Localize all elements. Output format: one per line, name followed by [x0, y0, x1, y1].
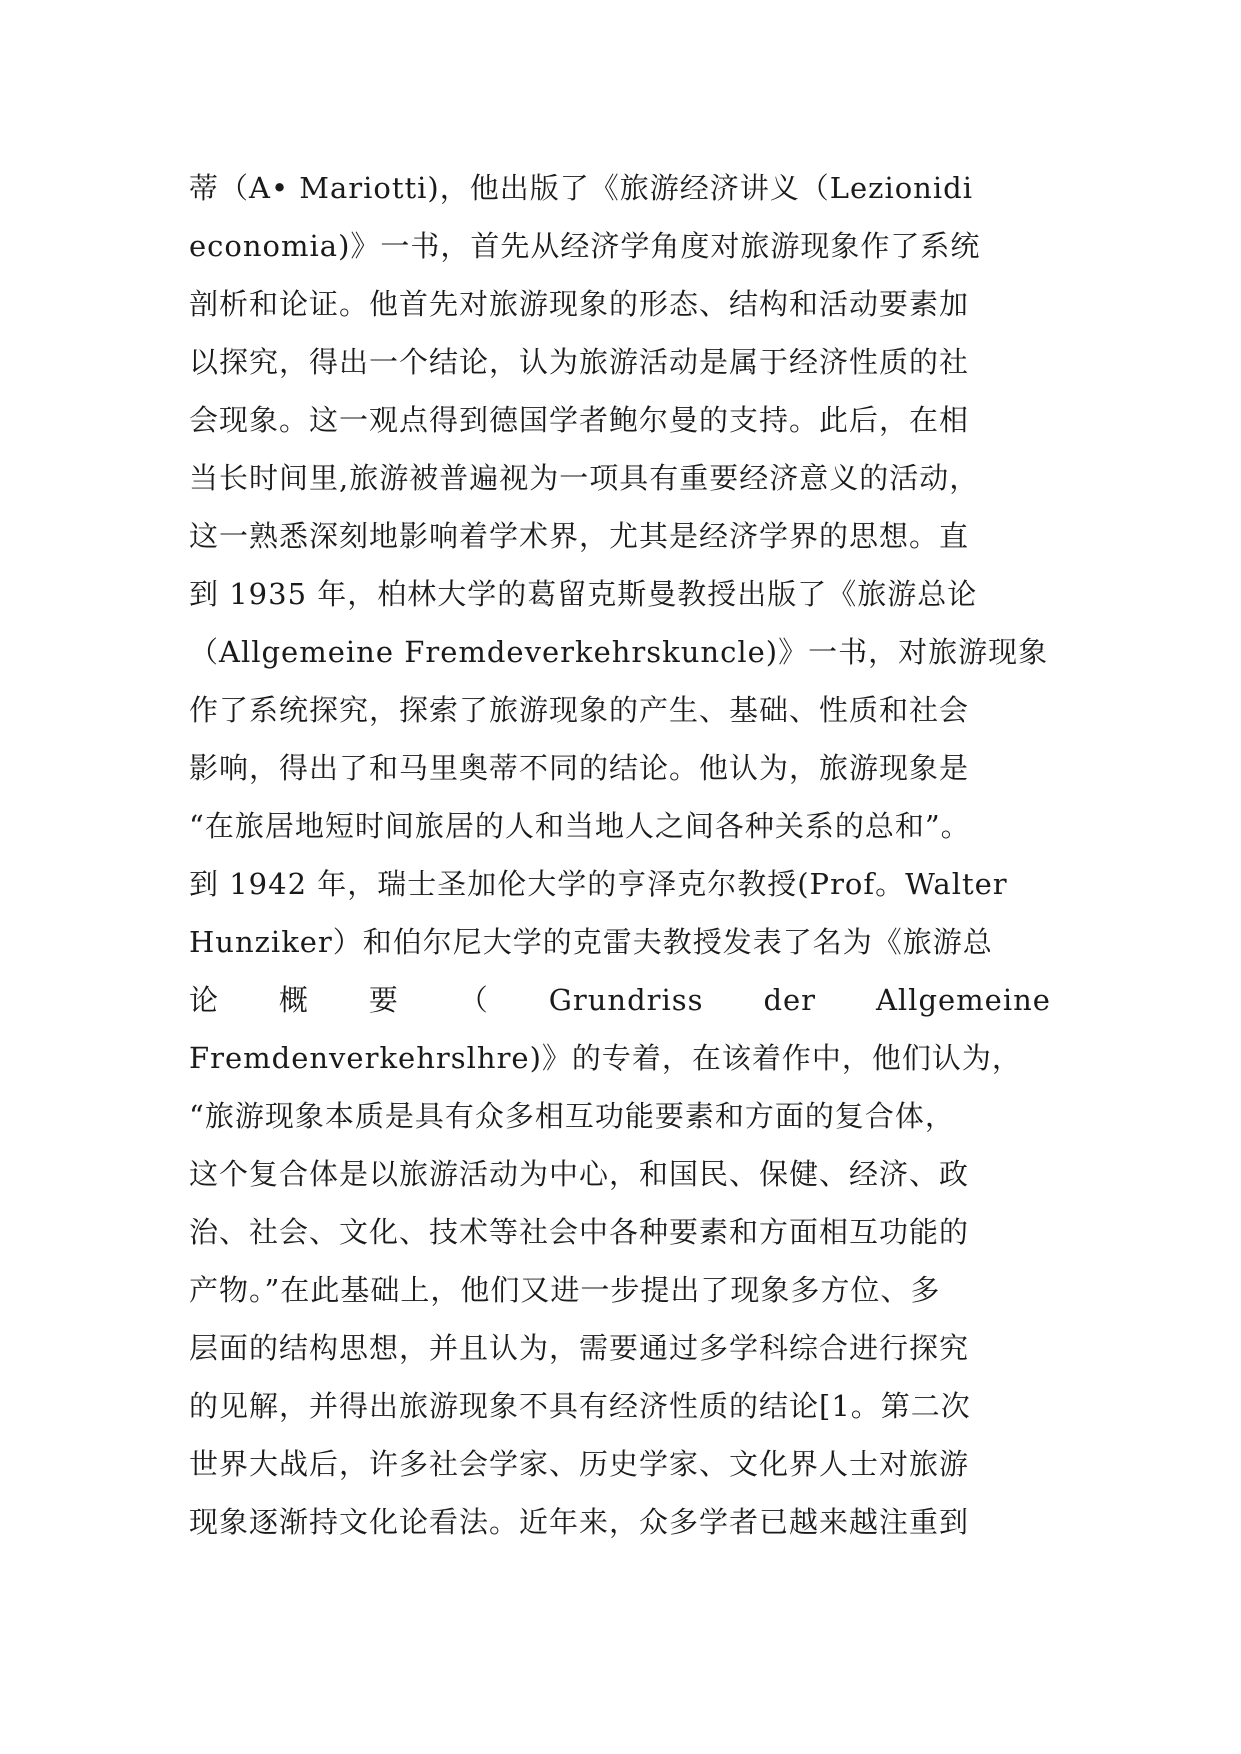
justified-word: Grundriss: [548, 983, 704, 1017]
text-line: Fremdenverkehrslhre)》的专着，在该着作中，他们认为，: [189, 1041, 1022, 1075]
text-line: 以探究，得出一个结论，认为旅游活动是属于经济性质的社: [189, 345, 970, 379]
text-line: 世界大战后，许多社会学家、历史学家、文化界人士对旅游: [189, 1447, 970, 1481]
justified-word: 要: [368, 983, 399, 1017]
justified-text-line: [189, 980, 1051, 1038]
text-line: 剖析和论证。他首先对旅游现象的形态、结构和活动要素加: [189, 287, 970, 321]
text-line: Hunziker）和伯尔尼大学的克雷夫教授发表了名为《旅游总: [189, 925, 993, 959]
justified-word: 概: [278, 983, 309, 1017]
text-line: 蒂（A• Mariotti)，他出版了《旅游经济讲义（Lezionidi: [189, 171, 973, 205]
text-line: 这个复合体是以旅游活动为中心，和国民、保健、经济、政: [189, 1157, 970, 1191]
text-line: “在旅居地短时间旅居的人和当地人之间各种关系的总和”。: [189, 809, 971, 843]
text-line: 治、社会、文化、技术等社会中各种要素和方面相互功能的: [189, 1215, 970, 1249]
text-line: 这一熟悉深刻地影响着学术界，尤其是经济学界的思想。直: [189, 519, 970, 553]
justified-word: Allgemeine: [875, 983, 1051, 1017]
text-line: 当长时间里,旅游被普遍视为一项具有重要经济意义的活动，: [189, 461, 980, 495]
text-line: 作了系统探究，探索了旅游现象的产生、基础、性质和社会: [189, 693, 970, 727]
text-line: （Allgemeine Fremdeverkehrskuncle)》一书，对旅游现象: [189, 635, 1049, 669]
justified-word: （: [458, 983, 489, 1017]
text-line: 会现象。这一观点得到德国学者鲍尔曼的支持。此后，在相: [189, 403, 970, 437]
text-line: 影响，得出了和马里奥蒂不同的结论。他认为，旅游现象是: [189, 751, 970, 785]
text-line: 现象逐渐持文化论看法。近年来，众多学者已越来越注重到: [189, 1505, 970, 1539]
text-line: economia)》一书，首先从经济学角度对旅游现象作了系统: [189, 229, 981, 263]
text-line: 到 1935 年，柏林大学的葛留克斯曼教授出版了《旅游总论: [189, 577, 978, 611]
justified-word: der: [763, 983, 817, 1017]
justified-word: 论: [189, 983, 220, 1017]
text-line: 到 1942 年，瑞士圣加伦大学的亨泽克尔教授(Prof。Walter: [189, 867, 1008, 901]
body-text: [189, 168, 1051, 1560]
text-line: 产物。”在此基础上，他们又进一步提出了现象多方位、多: [189, 1273, 941, 1307]
text-line: 层面的结构思想，并且认为，需要通过多学科综合进行探究: [189, 1331, 970, 1365]
text-line: 的见解，并得出旅游现象不具有经济性质的结论[1。第二次: [189, 1389, 971, 1423]
text-line: “旅游现象本质是具有众多相互功能要素和方面的复合体，: [189, 1099, 955, 1133]
